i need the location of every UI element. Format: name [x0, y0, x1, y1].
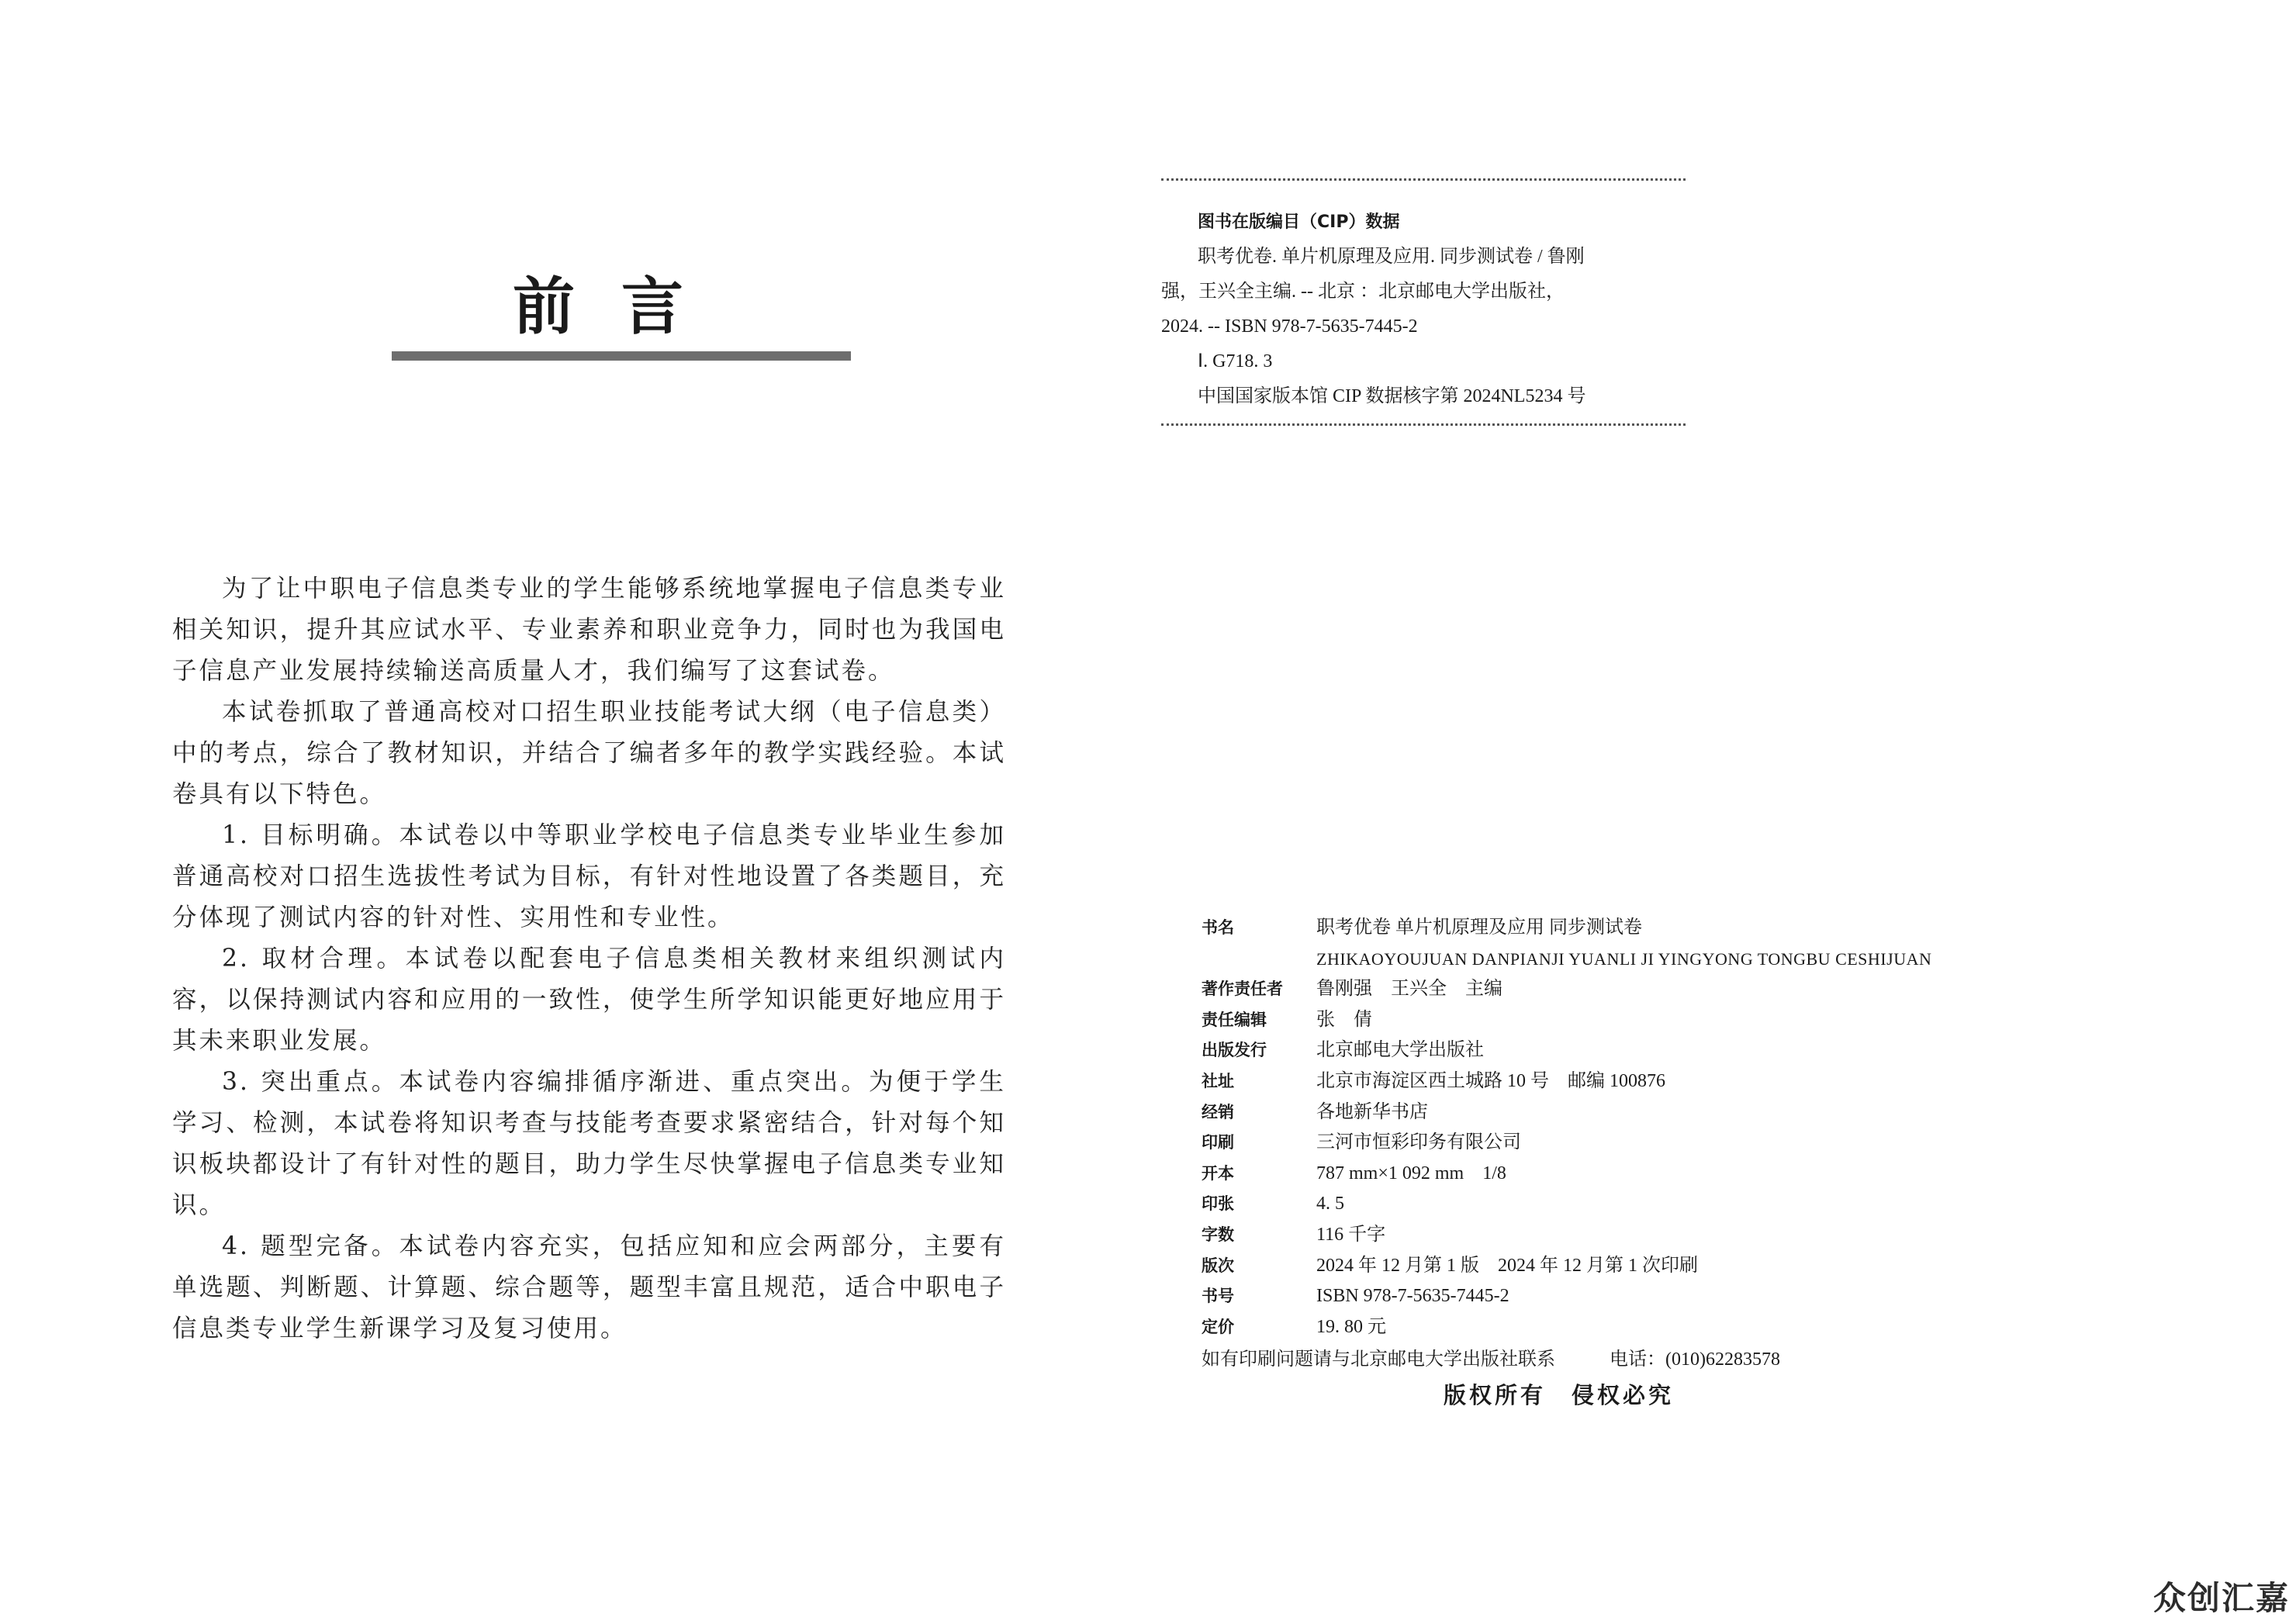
colophon-row-address: [1202, 1066, 1931, 1097]
colophon-label: 字数: [1202, 1225, 1234, 1244]
colophon-label: 印刷: [1202, 1133, 1234, 1152]
colophon-label: 社址: [1202, 1071, 1234, 1090]
cip-line: 2024. -- ISBN 978-7-5635-7445-2: [1161, 316, 1418, 337]
colophon-value: 职考优卷 单片机原理及应用 同步测试卷: [1316, 917, 1642, 938]
colophon-contact: [1202, 1344, 1931, 1375]
colophon-label: 责任编辑: [1202, 1010, 1267, 1029]
colophon-row-title: [1202, 913, 1931, 944]
preface-paragraph: 3. 突出重点。本试卷内容编排循序渐进、重点突出。为便于学生学习、检测，本试卷将知识考查与技能考查要求紧密结合，针对每个知识板块都设计了有针对性的题目，助力学生尽快掌握电子信息类专业知识。: [172, 1068, 1006, 1219]
title-underline: [392, 351, 851, 361]
colophon-value: 北京邮电大学出版社: [1316, 1040, 1484, 1061]
colophon-row-wordcount: [1202, 1220, 1931, 1251]
colophon: [1202, 913, 1931, 1410]
cip-block: [1161, 178, 1686, 426]
colophon-value: 19. 80 元: [1316, 1316, 1386, 1337]
colophon-value: 三河市恒彩印务有限公司: [1316, 1132, 1521, 1153]
cip-heading: 图书在版编目（CIP）数据: [1198, 213, 1400, 232]
colophon-row-isbn: [1202, 1281, 1931, 1312]
cip-line: 职考优卷. 单片机原理及应用. 同步测试卷 / 鲁刚: [1198, 247, 1585, 267]
cip-bottom-divider: [1161, 423, 1686, 426]
colophon-value: 4. 5: [1316, 1194, 1344, 1215]
preface-paragraph: 本试卷抓取了普通高校对口招生职业技能考试大纲（电子信息类）中的考点，综合了教材知识，并结合了编者多年的教学实践经验。本试卷具有以下特色。: [172, 698, 1006, 808]
preface-paragraph: 为了让中职电子信息类专业的学生能够系统地掌握电子信息类专业相关知识，提升其应试水平、专业素养和职业竞争力，同时也为我国电子信息产业发展持续输送高质量人才，我们编写了这套试卷。: [172, 575, 1006, 685]
colophon-value: 116 千字: [1316, 1224, 1386, 1245]
colophon-row-distributor: [1202, 1097, 1931, 1128]
colophon-label: 经销: [1202, 1102, 1234, 1121]
colophon-value: ISBN 978-7-5635-7445-2: [1316, 1286, 1509, 1307]
cip-line: 中国国家版本馆 CIP 数据核字第 2024NL5234 号: [1198, 386, 1586, 406]
preface-paragraph: 2. 取材合理。本试卷以配套电子信息类相关教材来组织测试内容，以保持测试内容和应用的一致性，使学生所学知识能更好地应用于其未来职业发展。: [172, 945, 1006, 1055]
colophon-label: 书名: [1202, 918, 1234, 937]
cip-line: Ⅰ. G718. 3: [1198, 351, 1273, 371]
colophon-label: 定价: [1202, 1317, 1234, 1336]
colophon-value: 张 倩: [1316, 1009, 1372, 1030]
colophon-label: 出版发行: [1202, 1041, 1267, 1060]
watermark: 众创汇嘉: [2152, 1579, 2290, 1617]
colophon-row-price: [1202, 1312, 1931, 1343]
cip-line: 强，王兴全主编. -- 北京 ：北京邮电大学出版社，: [1161, 282, 1565, 302]
colophon-row-authors: [1202, 974, 1931, 1005]
colophon-row-edition: [1202, 1251, 1931, 1282]
preface-body: [172, 568, 1006, 1349]
colophon-value: 鲁刚强 王兴全 主编: [1316, 979, 1502, 1000]
colophon-value: 北京市海淀区西土城路 10 号 邮编 100876: [1316, 1070, 1665, 1091]
colophon-row-sheets: [1202, 1189, 1931, 1220]
colophon-row-editor: [1202, 1005, 1931, 1036]
copyright-notice: 版权所有 侵权必究: [1444, 1382, 1675, 1409]
contact-text: 如有印刷问题请与北京邮电大学出版社联系: [1202, 1349, 1555, 1370]
colophon-label: 印张: [1202, 1194, 1234, 1214]
colophon-value: 各地新华书店: [1316, 1101, 1428, 1122]
colophon-label: 著作责任者: [1202, 980, 1283, 999]
preface-title: 前言: [513, 270, 730, 343]
colophon-pinyin: ZHIKAOYOUJUAN DANPIANJI YUANLI JI YINGYONG TONGBU CESHIJUAN: [1316, 948, 1932, 969]
contact-phone: 电话：(010)62283578: [1610, 1349, 1780, 1370]
preface-paragraph: 4. 题型完备。本试卷内容充实，包括应知和应会两部分，主要有单选题、判断题、计算题、综合题等，题型丰富且规范，适合中职电子信息类专业学生新课学习及复习使用。: [172, 1232, 1006, 1342]
colophon-row-printer: [1202, 1128, 1931, 1159]
colophon-row-format: [1202, 1159, 1931, 1190]
colophon-label: 书号: [1202, 1287, 1234, 1306]
colophon-value: 2024 年 12 月第 1 版 2024 年 12 月第 1 次印刷: [1316, 1255, 1698, 1276]
colophon-value: 787 mm×1 092 mm 1/8: [1316, 1163, 1506, 1183]
colophon-label: 版次: [1202, 1256, 1234, 1275]
colophon-label: 开本: [1202, 1163, 1234, 1183]
colophon-row-publisher: [1202, 1035, 1931, 1066]
preface-paragraph: 1. 目标明确。本试卷以中等职业学校电子信息类专业毕业生参加普通高校对口招生选拔性考试为目标，有针对性地设置了各类题目，充分体现了测试内容的针对性、实用性和专业性。: [172, 821, 1006, 931]
